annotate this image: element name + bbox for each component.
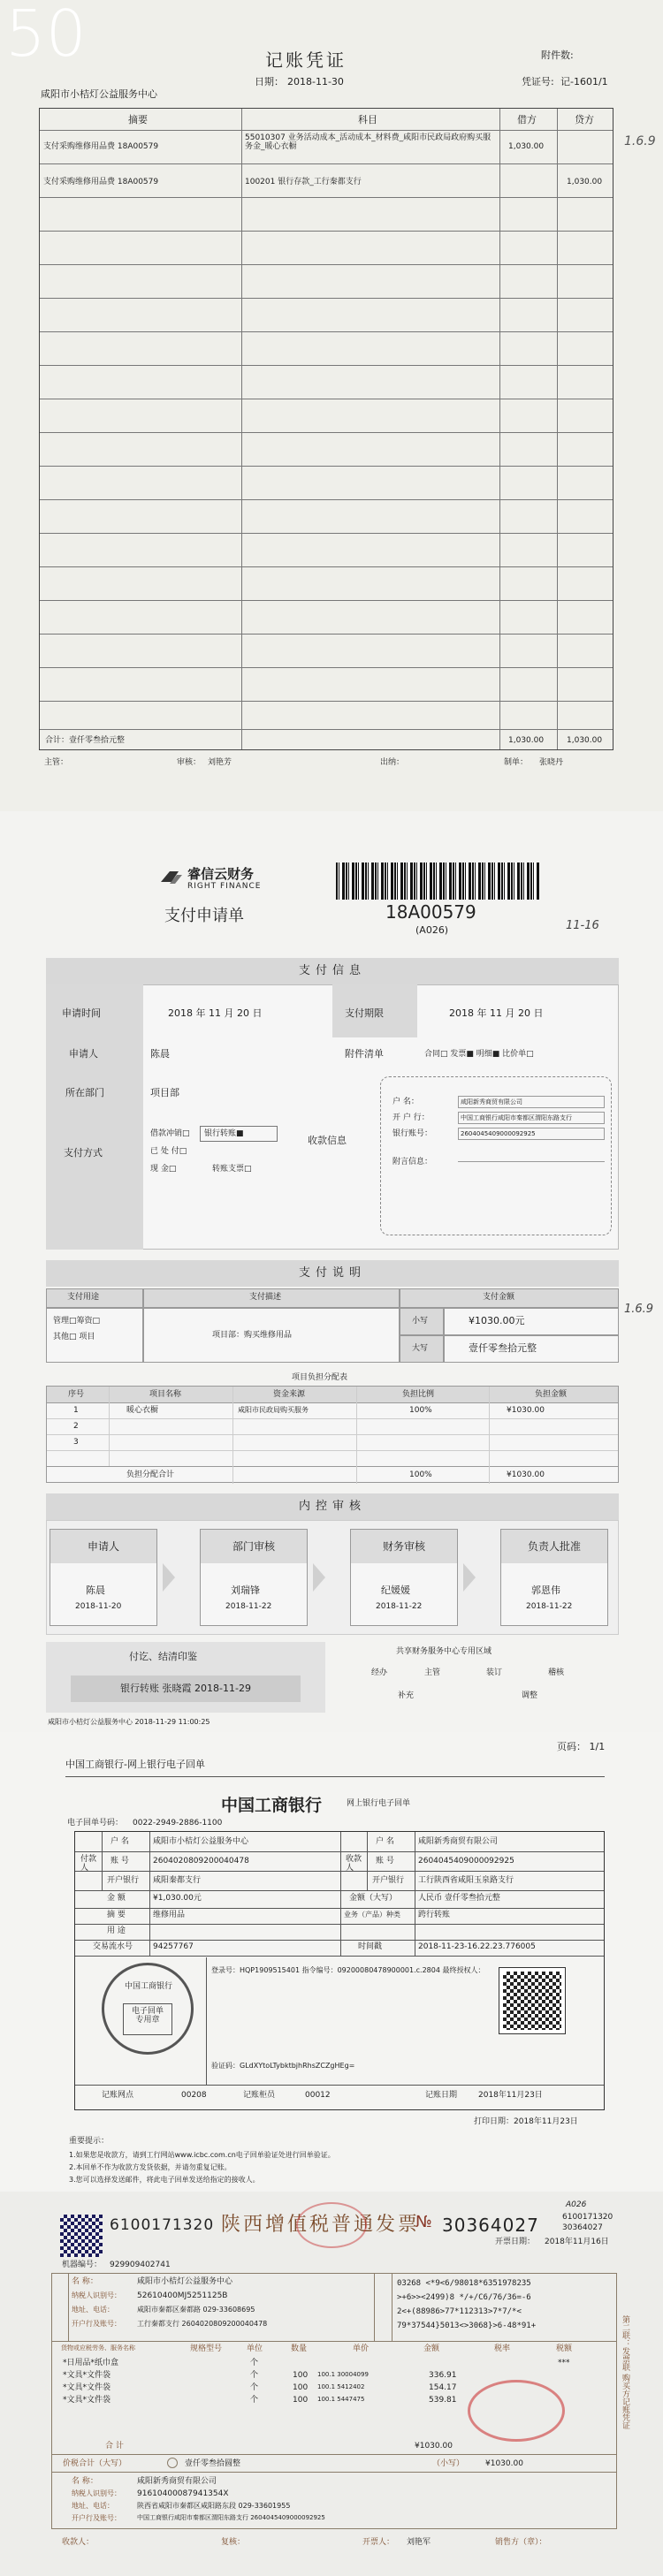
- use-options-1: 管理□筹资□: [53, 1317, 101, 1326]
- pay-method-label: 支付方式: [64, 1147, 103, 1159]
- goods-4-qty: 100: [293, 2396, 309, 2405]
- seller-addr-label: 地址、电话：: [72, 2502, 114, 2510]
- alloc-r1-source: 咸阳市民政局购买服务: [238, 1406, 309, 1414]
- goods-3-amount: 154.17: [429, 2383, 457, 2392]
- check-label: 机器编号：: [62, 2261, 103, 2269]
- date-label: 日期：: [255, 76, 284, 87]
- receipt-no: 0022-2949-2886-1100: [133, 1819, 223, 1828]
- alloc-h-amount: 负担金额: [535, 1390, 568, 1399]
- total-label: 价税合计（大写）: [63, 2459, 127, 2468]
- goods-h-tax: 税额: [556, 2344, 573, 2353]
- voucher-page: [0, 0, 663, 811]
- bank-label: 开 户 行：: [392, 1113, 430, 1122]
- qr-code: [499, 1968, 565, 2033]
- alloc-r1-project: 暖心衣橱: [126, 1406, 159, 1415]
- alloc-total-pct: 100%: [409, 1470, 432, 1479]
- seller-tax-label: 纳税人识别号：: [72, 2489, 121, 2497]
- seller-name: 咸阳新秀商贸有限公司: [137, 2477, 217, 2486]
- amount: ¥1,030.00元: [153, 1894, 202, 1903]
- alloc-r1-ratio: 100%: [409, 1406, 432, 1415]
- acct-no: 2604045409000092925: [458, 1128, 605, 1140]
- share-title: 共享财务服务中心专用区域: [396, 1647, 492, 1656]
- goods-4-amount: 539.81: [429, 2396, 457, 2405]
- share-item-bind: 装订: [486, 1668, 503, 1677]
- goods-h-qty: 数量: [291, 2344, 308, 2353]
- payee-acct-label: 账 号: [376, 1857, 394, 1866]
- goods-h-spec: 规格型号: [190, 2344, 223, 2353]
- total-debit: 1,030.00: [508, 736, 545, 745]
- sign-chief: 主管：: [44, 758, 69, 767]
- logo-icon: [159, 868, 184, 887]
- receipt-table: [74, 1831, 605, 2110]
- alloc-title: 项目负担分配表: [292, 1373, 348, 1382]
- receipt-page-no: 页码： 1/1: [557, 1741, 606, 1752]
- row1-summary: 支付采购维修用品费 18A00579: [43, 142, 159, 151]
- side-note: 1.6.9: [624, 1303, 654, 1316]
- invoice-title: 陕西增值税普通发票: [221, 2214, 421, 2236]
- share-item-adjust: 调整: [522, 1691, 538, 1700]
- note-label: 附言信息：: [392, 1158, 433, 1166]
- applicant-label: 申请人: [69, 1048, 98, 1060]
- invoice-side-label: 第二联：发票联 购买方记账凭证: [621, 2315, 629, 2429]
- goods-h-name: 货物或应税劳务、服务名称: [61, 2344, 135, 2352]
- payment-code: (A026): [415, 924, 449, 936]
- amount-big-label: 金额（大写）: [349, 1894, 398, 1903]
- pm-cash[interactable]: 现 金□: [150, 1165, 177, 1174]
- buyer-addr: 咸阳市秦都区秦都路 029-33608695: [137, 2306, 255, 2314]
- qty-price-1: 100.1 30004099: [317, 2371, 369, 2378]
- amount-big: 壹仟零叁拾元整: [469, 1342, 537, 1354]
- biz: 跨行转账: [418, 1911, 451, 1919]
- row2-credit: 1,030.00: [567, 178, 603, 186]
- sum-label: 合 计: [105, 2442, 124, 2451]
- share-item-chief: 主管: [424, 1668, 441, 1677]
- seller-stamp-label: 销售方（章）：: [495, 2538, 547, 2547]
- attach-label: 附件清单: [345, 1048, 384, 1060]
- txn: 94257767: [153, 1942, 194, 1951]
- bank: 中国工商银行咸阳市秦都区渭阳东路支行: [458, 1112, 605, 1124]
- amount-big: 人民币 壹仟零叁拾元整: [418, 1894, 500, 1903]
- dept-label: 所在部门: [65, 1087, 104, 1098]
- amt-label: 支付金额: [483, 1293, 515, 1302]
- print-time: 打印日期：2018年11月23日: [474, 2117, 578, 2126]
- invoice-date-label: 开票日期：: [495, 2238, 536, 2246]
- dept: 项目部: [150, 1087, 179, 1098]
- applicant: 陈晨: [150, 1048, 170, 1060]
- flow-step-3: 财务审核 纪媛媛 2018-11-22: [350, 1529, 458, 1626]
- small-label: 小写: [412, 1317, 429, 1326]
- receipt-top-title: 中国工商银行-网上银行电子回单: [65, 1759, 205, 1770]
- sum-amt: ¥1030.00: [415, 2442, 453, 2451]
- x-mark-icon: [167, 2458, 178, 2468]
- pm-loan-offset[interactable]: 借款冲销□: [150, 1129, 190, 1138]
- notes-title: 重要提示：: [69, 2137, 110, 2146]
- payer-label: 付款人: [80, 1855, 97, 1873]
- pm-bank-transfer[interactable]: 银行转账■: [200, 1126, 278, 1142]
- seller-seal: [468, 2380, 565, 2442]
- total-label: 合计：壹仟零叁拾元整: [45, 736, 126, 745]
- alloc-h-source: 资金来源: [273, 1390, 306, 1399]
- use-options-2: 其他□ 项目: [53, 1333, 95, 1341]
- alloc-r1-amount: ¥1030.00: [507, 1406, 545, 1415]
- margin-note: 1.6.9: [624, 134, 656, 148]
- goods-h-unit: 单位: [247, 2344, 263, 2353]
- seller-bank-label: 开户行及账号：: [72, 2514, 121, 2522]
- payment-request-page: [0, 811, 663, 1732]
- qty-price-2: 100.1 5412402: [317, 2383, 365, 2390]
- col-credit: 贷方: [575, 114, 594, 125]
- buyer-name-label: 名 称：: [72, 2277, 98, 2286]
- goods-2-qty: 100: [293, 2371, 309, 2380]
- col-debit: 借方: [517, 114, 537, 125]
- big-label: 大写: [412, 1344, 429, 1353]
- payer-acct-label: 账 号: [110, 1857, 129, 1866]
- payer-bank: 咸阳秦都支行: [153, 1876, 202, 1885]
- recv-label: 收款信息: [308, 1135, 347, 1146]
- sign-maker-name: 张晓丹: [539, 758, 564, 767]
- voucher-no: 记-1601/1: [560, 76, 608, 87]
- pay-deadline: 2018 年 11 月 20 日: [449, 1007, 544, 1019]
- serial-label: 用 途: [107, 1926, 126, 1935]
- alloc-r1-no: 1: [73, 1406, 79, 1415]
- section-pay-desc: 支付说明: [46, 1260, 619, 1287]
- rec-date-label: 记账日期: [425, 2091, 458, 2100]
- flow-step-1: 申请人 陈晨 2018-11-20: [50, 1529, 157, 1626]
- qty-price-3: 100.1 5447475: [317, 2396, 365, 2403]
- goods-h-rate: 税率: [494, 2344, 511, 2353]
- receipt-no-label: 电子回单号码：: [67, 1819, 124, 1828]
- biz-label: 业务（产品）种类: [344, 1911, 400, 1919]
- amount-small: ¥1030.00元: [469, 1315, 525, 1326]
- receipt-bank-sub: 网上银行电子回单: [347, 1799, 411, 1808]
- seller-bank: 中国工商银行咸阳市秦都区渭阳东路支行 2604045409000092925: [137, 2514, 325, 2521]
- buyer-name: 咸阳市小桔灯公益服务中心: [137, 2277, 233, 2286]
- amount-label: 金 额: [107, 1894, 126, 1903]
- cipher-4: 79*37544}5013<>3068}>6-48*91+: [397, 2321, 537, 2330]
- logo-cn: 睿信云财务: [187, 866, 255, 882]
- payee-name: 咸阳新秀商贸有限公司: [418, 1837, 499, 1846]
- alloc-h-ratio: 负担比例: [402, 1390, 435, 1399]
- goods-h-amount: 金额: [423, 2344, 440, 2353]
- alloc-r3-no: 3: [73, 1438, 79, 1447]
- sign-audit: 审核：: [177, 758, 202, 767]
- share-item-check: 稽核: [548, 1668, 565, 1677]
- pay-desc: 项目部：购买维修用品: [212, 1331, 293, 1340]
- goods-3-name: *文具*文件袋: [63, 2383, 111, 2392]
- seller-name-label: 名 称：: [72, 2477, 98, 2486]
- payer-name: 咸阳市小桔灯公益服务中心: [153, 1837, 249, 1846]
- goods-1-tax: ***: [558, 2359, 570, 2367]
- rec-label: 记账网点: [102, 2091, 134, 2100]
- drawer: 刘艳军: [407, 2538, 431, 2547]
- tax-seal: [296, 2202, 367, 2248]
- total-big: 壹仟零叁拾圆整: [185, 2459, 241, 2468]
- invoice-code-r: 6100171320: [562, 2213, 613, 2222]
- voucher-title: 记账凭证: [265, 49, 347, 71]
- invoice-no: 30364027: [442, 2215, 539, 2236]
- total-small: ¥1030.00: [485, 2459, 523, 2468]
- payee-acct: 2604045409000092925: [418, 1857, 514, 1866]
- teller-label: 记账柜员: [243, 2091, 276, 2100]
- total-credit: 1,030.00: [567, 736, 603, 745]
- voucher-unit: 咸阳市小桔灯公益服务中心: [41, 88, 157, 100]
- rec: 00208: [181, 2091, 207, 2100]
- acct-name: 咸阳新秀商贸有限公司: [458, 1096, 605, 1108]
- flow-step-4: 负责人批准 郭恩伟 2018-11-22: [500, 1529, 608, 1626]
- note-1: 1.如果您是收款方，请到工行网站www.icbc.com.cn电子回单验证处进行回单验证。: [69, 2151, 335, 2159]
- goods-2-unit: 个: [250, 2371, 259, 2380]
- sign-auditor: 刘艳芳: [208, 758, 232, 767]
- section-audit: 内控审核: [46, 1493, 619, 1520]
- payer-bank-label: 开户银行: [107, 1876, 140, 1885]
- sign-cashier: 出纳：: [380, 758, 405, 767]
- sign-maker: 制单：: [504, 758, 529, 767]
- cert-line: 登录号：HQP1909515401 指令编号：09200080478900001.c.2804 最终授权人：: [211, 1966, 485, 1974]
- pay-deadline-label: 支付期限: [345, 1007, 384, 1019]
- handwritten-note: 11-16: [566, 919, 599, 932]
- goods-1-name: *日用品*纸巾盒: [63, 2359, 119, 2367]
- acct-no-label: 银行账号：: [392, 1129, 433, 1138]
- seller-tax-id: 91610400087941354X: [137, 2489, 229, 2498]
- seller-addr: 陕西省咸阳市秦都区咸阳路东段 029-33601955: [137, 2502, 291, 2510]
- attach-options: 合同□ 发票■ 明细■ 比价单□: [424, 1050, 534, 1059]
- voucher-table: [39, 108, 613, 750]
- barcode: [336, 862, 539, 900]
- buyer-tax-id: 52610400MJ5251125B: [137, 2291, 228, 2300]
- total-small-label: （小写）: [432, 2459, 465, 2468]
- alloc-h-project: 项目名称: [149, 1390, 182, 1399]
- payee-label: 收款人：: [62, 2538, 95, 2547]
- invoice-no-prefix: №: [415, 2213, 432, 2231]
- buyer-tax-label: 纳税人识别号：: [72, 2291, 121, 2299]
- cipher-1: 03268 <*9<6/98018*6351978235: [397, 2279, 531, 2288]
- payee-bank: 工行陕西省咸阳玉泉路支行: [418, 1876, 514, 1885]
- payee-name-label: 户 名: [376, 1837, 394, 1846]
- cipher-3: 2<+(88986>77*112313>7*7/*<: [397, 2307, 522, 2316]
- stamp-title: 付讫、结清印鉴: [129, 1651, 197, 1662]
- acct-name-label: 户 名：: [392, 1098, 419, 1106]
- stamp-text: 银行转账 张晓霞 2018-11-29: [71, 1676, 301, 1702]
- share-item-supplement: 补充: [398, 1691, 415, 1700]
- goods-4-unit: 个: [250, 2396, 259, 2405]
- col-account: 科目: [358, 114, 377, 125]
- voucher-no-label: 凭证号:: [522, 76, 554, 87]
- page-number: 50: [5, 0, 87, 71]
- time: 2018-11-23-16.22.23.776005: [418, 1942, 536, 1951]
- payer-acct: 2604020809200040478: [153, 1857, 249, 1866]
- rec-date: 2018年11月23日: [478, 2091, 543, 2100]
- payment-title: 支付申请单: [164, 907, 244, 925]
- time-label: 时间戳: [358, 1942, 383, 1951]
- bank-circle-text: 中国工商银行: [125, 1982, 173, 1991]
- verify-code: 验证码：GLdXYtoLTybktbjhRhsZCZgHEg=: [211, 2062, 355, 2070]
- left-edge-text: [18, 2298, 28, 2474]
- receipt-bank-name: 中国工商银行: [221, 1796, 323, 1815]
- payee-label: 收款人: [346, 1855, 362, 1873]
- goods-2-amount: 336.91: [429, 2371, 457, 2380]
- share-item-handle: 经办: [371, 1668, 388, 1677]
- note-3: 3.您可以选择发送邮件，将此电子回单发送给指定的接收人。: [69, 2176, 260, 2184]
- row1-debit: 1,030.00: [508, 142, 545, 151]
- drawer-label: 开票人：: [362, 2538, 395, 2547]
- row2-summary: 支付采购维修用品费 18A00579: [43, 178, 159, 186]
- goods-2-name: *文具*文件袋: [63, 2371, 111, 2380]
- desc-label: 支付描述: [249, 1293, 282, 1302]
- goods-3-unit: 个: [250, 2383, 259, 2392]
- payee-bank-label: 开户银行: [372, 1876, 405, 1885]
- invoice-page: [0, 2192, 663, 2576]
- invoice-code: 6100171320: [110, 2216, 215, 2234]
- alloc-h-no: 序号: [68, 1390, 85, 1399]
- logo-en: RIGHT FINANCE: [187, 882, 262, 891]
- buyer-bank: 工行秦都支行 2604020809200040478: [137, 2320, 268, 2328]
- payment-footer: 咸阳市小桔灯公益服务中心 2018-11-29 11:00:25: [48, 1718, 210, 1726]
- buyer-addr-label: 地址、电话：: [72, 2306, 114, 2314]
- attach-count-label: 附件数:: [541, 49, 574, 61]
- txn-label: 交易流水号: [93, 1942, 133, 1951]
- goods-3-qty: 100: [293, 2383, 309, 2392]
- use-label: 支付用途: [67, 1293, 100, 1302]
- col-summary: 摘要: [128, 114, 148, 125]
- buyer-bank-label: 开户行及账号：: [72, 2320, 121, 2328]
- goods-h-price: 单价: [353, 2344, 370, 2353]
- goods-1-unit: 个: [250, 2359, 259, 2367]
- invoice-no-r: 30364027: [562, 2223, 603, 2232]
- cipher-2: >+6>><2499)8 */+/C6/76/36=-6: [397, 2293, 531, 2302]
- bank-receipt-page: [0, 1732, 663, 2192]
- alloc-table: [46, 1386, 619, 1483]
- payer-name-label: 户 名: [110, 1837, 129, 1846]
- summary: 维修用品: [153, 1911, 186, 1919]
- summary-label: 摘 要: [107, 1911, 126, 1919]
- check-code: 929909402741: [110, 2261, 171, 2269]
- teller: 00012: [305, 2091, 331, 2100]
- row1-account: 55010307 业务活动成本_活动成本_材料费_咸阳市民政局政府购买服务金_暖心衣橱: [245, 133, 492, 152]
- alloc-total-amt: ¥1030.00: [507, 1470, 545, 1479]
- pm-paid[interactable]: 已 处 付□: [150, 1147, 187, 1156]
- e-receipt-stamp: 电子回单 专用章: [123, 2003, 172, 2035]
- row2-account: 100201 银行存款_工行秦都支行: [245, 178, 362, 186]
- flow-step-2: 部门审核 刘瑞锋 2018-11-22: [200, 1529, 308, 1626]
- barcode-no: 18A00579: [385, 901, 476, 923]
- invoice-tag: A026: [566, 2200, 587, 2209]
- apply-time: 2018 年 11 月 20 日: [168, 1007, 263, 1019]
- section-pay-info: 支付信息: [46, 958, 619, 984]
- invoice-date: 2018年11月16日: [545, 2238, 609, 2246]
- pm-cheque[interactable]: 转账支票□: [212, 1165, 252, 1174]
- note-2: 2.本回单不作为收款方发货依据，并请勿重复记账。: [69, 2163, 232, 2171]
- invoice-qr-code: [60, 2215, 103, 2257]
- apply-time-label: 申请时间: [62, 1007, 101, 1019]
- voucher-date: 2018-11-30: [287, 76, 344, 87]
- goods-4-name: *文具*文件袋: [63, 2396, 111, 2405]
- invoice-table: [51, 2273, 617, 2529]
- alloc-total-label: 负担分配合计: [126, 1470, 175, 1479]
- review-label: 复核：: [221, 2538, 246, 2547]
- alloc-r2-no: 2: [73, 1422, 79, 1431]
